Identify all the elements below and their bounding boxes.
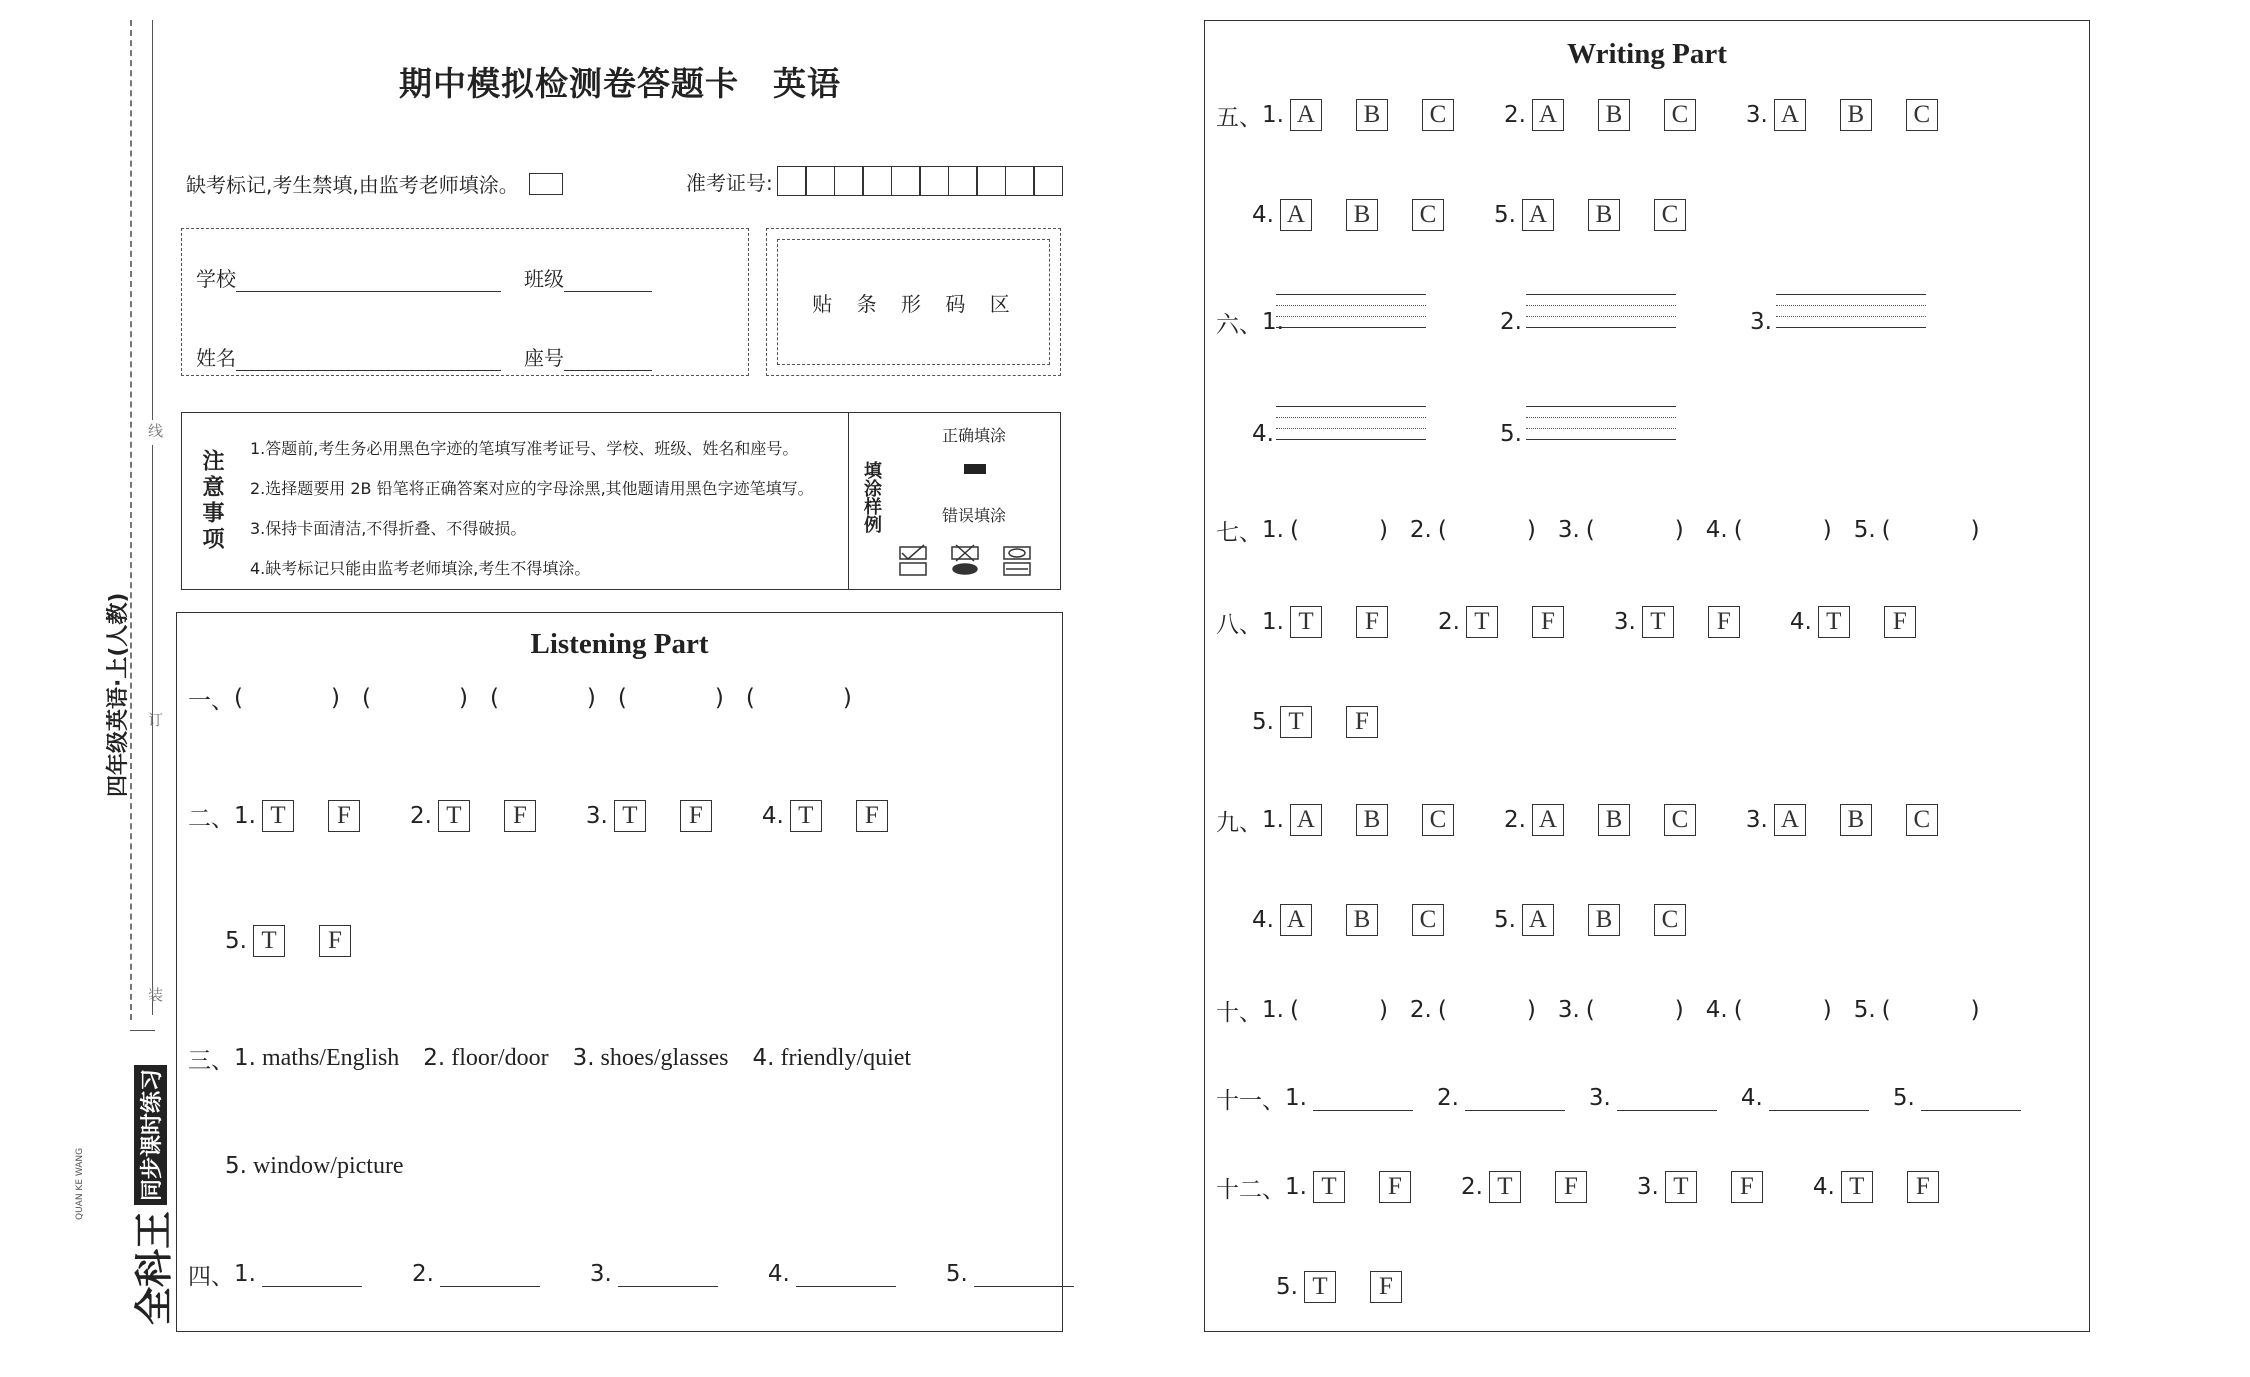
option-a-box[interactable]: A [1522,904,1554,936]
answer-blank[interactable] [1769,1086,1869,1111]
exam-id-cell[interactable] [805,166,835,196]
option-b-box[interactable]: B [1356,99,1388,131]
exam-id-cell[interactable] [1033,166,1063,196]
spine-solid-line-top [152,20,153,420]
answer-blank[interactable] [974,1262,1074,1287]
option-b-box[interactable]: B [1588,904,1620,936]
option-f-box[interactable]: F [1708,606,1740,638]
seat-blank[interactable] [564,346,652,371]
paren-answer-3[interactable]: ( ) [489,685,596,711]
option-b-box[interactable]: B [1598,804,1630,836]
cut-mark-zhuang: 装 [146,987,164,1002]
spine-solid-line-end [130,1030,155,1031]
writing-s5-row2: 4. A B C 5. A B C [1252,195,1686,235]
spine-dashed-line [130,20,132,1020]
option-t-box[interactable]: T [1290,606,1322,638]
option-b-box[interactable]: B [1346,904,1378,936]
notes-list [250,429,814,589]
barcode-label: 贴 条 形 码 区 [812,291,1015,316]
option-c-box[interactable]: C [1906,804,1938,836]
absence-mark-box[interactable] [529,173,563,195]
writing-lines-2[interactable] [1526,294,1676,328]
paren-answer-5[interactable]: ( ) [1881,517,1980,543]
option-a-box[interactable]: A [1290,99,1322,131]
section-label: 十一、 [1216,1087,1285,1114]
paren-answer-4[interactable]: ( ) [1733,517,1832,543]
paren-answer-4[interactable]: ( ) [1733,997,1832,1023]
paren-answer-2[interactable]: ( ) [361,685,468,711]
section-label: 十、 [1216,999,1262,1026]
exam-id-cell[interactable] [919,166,949,196]
paren-answer-1[interactable]: ( ) [1289,517,1388,543]
option-f-box[interactable]: F [1346,706,1378,738]
answer-blank[interactable] [1465,1086,1565,1111]
writing-s7-row: 七、 1. ( ) 2. ( ) 3. ( ) 4. ( ) 5. ( ) [1216,510,1980,550]
option-f-box[interactable]: F [1356,606,1388,638]
option-b-box[interactable]: B [1346,199,1378,231]
listening-s1-row [188,678,852,718]
section-label: 十二、 [1216,1176,1285,1203]
notes-title: 注意事项 [199,449,224,553]
writing-lines-1[interactable] [1276,294,1426,328]
barcode-area-inner [777,239,1050,365]
section-label: 一、 [188,687,234,714]
exam-id-cells [777,166,1064,196]
option-f-box[interactable]: F [1731,1171,1763,1203]
notes-box [181,412,1061,590]
writing-s12-row1: 十二、 1. T F 2. T F 3. T F 4. T F [1216,1167,1939,1207]
writing-s9-row1: 九、 1. A B C 2. A B C 3. A B C [1216,800,1938,840]
class-blank[interactable] [564,267,652,292]
listening-part-box [176,612,1063,1332]
option-f-box[interactable]: F [1907,1171,1939,1203]
writing-s8-row1: 八、 1. T F 2. T F 3. T F 4. T F [1216,602,1916,642]
wrong-fill-samples [896,543,1046,579]
option-b-box[interactable]: B [1588,199,1620,231]
writing-part-title: Writing Part [1567,38,1727,70]
section-label: 九、 [1216,809,1262,836]
note-item: 1.答题前,考生务必用黑色字迹的笔填写准考证号、学校、班级、姓名和座号。 [250,439,799,458]
exam-id-row [686,166,1063,196]
listening-s2-row2: 5. T F [225,921,351,961]
barcode-area-outer [766,228,1061,376]
option-t-box[interactable]: T [1841,1171,1873,1203]
school-field[interactable]: 学校 [196,263,501,292]
fill-sample-title: 填涂样例 [861,461,882,533]
option-t-box[interactable]: T [1818,606,1850,638]
option-a-box[interactable]: A [1774,804,1806,836]
wrong-fill-label: 错误填涂 [942,506,1007,525]
writing-s11-row: 十一、 1. 2. 3. 4. 5. [1216,1078,2021,1118]
option-c-box[interactable]: C [1422,804,1454,836]
answer-blank[interactable] [1617,1086,1717,1111]
writing-s9-row2: 4. A B C 5. A B C [1252,900,1686,940]
brand-main-text: 全科王 [130,1210,176,1325]
brand-logo [125,1068,176,1325]
spine-grade-label: 四年级英语·上(人教) [106,592,131,797]
absence-mark-text: 缺考标记,考生禁填,由监考老师填涂。 [186,173,519,197]
notes-divider [848,413,849,589]
listening-s3-row1: 三、 1. maths/English 2. floor/door 3. shoes/glasses 4. friendly/quiet [188,1038,911,1078]
option-a-box[interactable]: A [1522,199,1554,231]
option-b-box[interactable]: B [1598,99,1630,131]
note-item: 2.选择题要用 2B 铅笔将正确答案对应的字母涂黑,其他题请用黑色字迹笔填写。 [250,479,814,498]
option-f-box[interactable]: F [1884,606,1916,638]
paren-answer-1[interactable]: ( ) [1289,997,1388,1023]
student-info-box [181,228,749,376]
paren-answer-4[interactable]: ( ) [617,685,724,711]
option-c-box[interactable]: C [1412,904,1444,936]
paren-answer-5[interactable]: ( ) [745,685,852,711]
option-t-box[interactable]: T [1280,706,1312,738]
word-choice: window/picture [252,1152,404,1179]
option-b-box[interactable]: B [1840,804,1872,836]
listening-s3-row2: 5. window/picture [225,1152,404,1179]
option-f-box[interactable]: F [680,800,712,832]
answer-blank[interactable] [1313,1086,1413,1111]
exam-id-cell[interactable] [891,166,921,196]
option-t-box[interactable]: T [1489,1171,1521,1203]
option-f-box[interactable]: F [1370,1271,1402,1303]
option-f-box[interactable]: F [1555,1171,1587,1203]
wrong-sample-partial [1004,547,1030,575]
section-label: 八、 [1216,611,1262,638]
option-c-box[interactable]: C [1422,99,1454,131]
section-label: 五、 [1216,104,1262,131]
brand-pinyin: QUAN KE WANG [75,1147,85,1220]
exam-id-cell[interactable] [1005,166,1035,196]
cut-mark-ding: 订 [146,712,164,727]
writing-s6-num2: 2. [1500,309,1522,335]
paren-answer-2[interactable]: ( ) [1437,997,1536,1023]
option-c-box[interactable]: C [1906,99,1938,131]
writing-s6-num4: 4. [1252,421,1274,447]
listening-s4-row: 四、 1. 2. 3. 4. 5. [188,1254,1074,1294]
section-label: 四、 [188,1263,234,1290]
option-a-box[interactable]: A [1532,804,1564,836]
word-choice: floor/door [451,1044,549,1071]
brand-sub-text: 同步课时练习 [134,1065,167,1205]
exam-id-label: 准考证号: [686,170,773,195]
listening-part-title: Listening Part [530,628,709,660]
section-label: 二、 [188,805,234,832]
paren-answer-3[interactable]: ( ) [1585,517,1684,543]
option-t-box[interactable]: T [790,800,822,832]
option-a-box[interactable]: A [1774,99,1806,131]
option-f-box[interactable]: F [328,800,360,832]
correct-fill-sample [964,464,986,474]
writing-s8-row2: 5. T F [1252,702,1378,742]
option-t-box[interactable]: T [1642,606,1674,638]
option-t-box[interactable]: T [614,800,646,832]
option-b-box[interactable]: B [1356,804,1388,836]
word-choice: shoes/glasses [600,1044,729,1071]
wrong-sample-check [900,545,926,575]
option-t-box[interactable]: T [1665,1171,1697,1203]
seat-field[interactable]: 座号 [524,342,652,371]
exam-id-cell[interactable] [834,166,864,196]
word-choice: friendly/quiet [780,1044,912,1071]
writing-s6-num5: 5. [1500,421,1522,447]
option-f-box[interactable]: F [504,800,536,832]
writing-s12-row2: 5. T F [1276,1267,1402,1307]
name-field[interactable]: 姓名 [196,342,501,371]
cut-mark-xian: 线 [146,423,164,438]
answer-blank[interactable] [618,1262,718,1287]
writing-s6-label-row: 六、 1. [1216,302,1290,342]
section-label: 七、 [1216,519,1262,546]
option-c-box[interactable]: C [1654,199,1686,231]
paren-answer-5[interactable]: ( ) [1881,997,1980,1023]
option-t-box[interactable]: T [253,925,285,957]
option-b-box[interactable]: B [1840,99,1872,131]
option-f-box[interactable]: F [319,925,351,957]
note-item: 3.保持卡面清洁,不得折叠、不得破损。 [250,519,527,538]
writing-s5-row1: 五、 1. A B C 2. A B C 3. A B C [1216,95,1938,135]
writing-s10-row: 十、 1. ( ) 2. ( ) 3. ( ) 4. ( ) 5. ( ) [1216,990,1980,1030]
absence-mark-row [186,169,563,198]
option-c-box[interactable]: C [1664,804,1696,836]
paren-answer-2[interactable]: ( ) [1437,517,1536,543]
option-t-box[interactable]: T [262,800,294,832]
option-t-box[interactable]: T [1466,606,1498,638]
class-field[interactable]: 班级 [524,263,652,292]
option-c-box[interactable]: C [1412,199,1444,231]
writing-lines-5[interactable] [1526,406,1676,440]
exam-id-cell[interactable] [976,166,1006,196]
exam-id-cell[interactable] [862,166,892,196]
option-t-box[interactable]: T [1304,1271,1336,1303]
option-t-box[interactable]: T [1313,1171,1345,1203]
option-f-box[interactable]: F [856,800,888,832]
correct-fill-label: 正确填涂 [942,426,1007,445]
answer-blank[interactable] [262,1262,362,1287]
paren-answer-1[interactable]: ( ) [234,685,340,711]
listening-s2-row1: 二、 1. T F 2. T F 3. T F 4. T F [188,796,888,836]
writing-lines-3[interactable] [1776,294,1926,328]
option-c-box[interactable]: C [1664,99,1696,131]
option-a-box[interactable]: A [1532,99,1564,131]
option-a-box[interactable]: A [1280,199,1312,231]
word-choice: maths/English [261,1044,400,1071]
option-a-box[interactable]: A [1290,804,1322,836]
section-label: 六、 [1216,311,1262,338]
option-f-box[interactable]: F [1532,606,1564,638]
name-blank[interactable] [236,346,501,371]
note-item: 4.缺考标记只能由监考老师填涂,考生不得填涂。 [250,559,591,578]
page-title: 期中模拟检测卷答题卡 英语 [399,64,841,103]
option-t-box[interactable]: T [438,800,470,832]
section-label: 三、 [188,1047,234,1074]
answer-blank[interactable] [796,1262,896,1287]
exam-id-cell[interactable] [777,166,807,196]
answer-blank[interactable] [440,1262,540,1287]
spine-solid-line-bottom [152,445,153,1015]
paren-answer-3[interactable]: ( ) [1585,997,1684,1023]
option-a-box[interactable]: A [1280,904,1312,936]
writing-lines-4[interactable] [1276,406,1426,440]
option-f-box[interactable]: F [1379,1171,1411,1203]
writing-s6-num3: 3. [1750,309,1772,335]
school-blank[interactable] [236,267,501,292]
option-c-box[interactable]: C [1654,904,1686,936]
exam-id-cell[interactable] [948,166,978,196]
wrong-sample-cross [952,545,978,574]
answer-blank[interactable] [1921,1086,2021,1111]
